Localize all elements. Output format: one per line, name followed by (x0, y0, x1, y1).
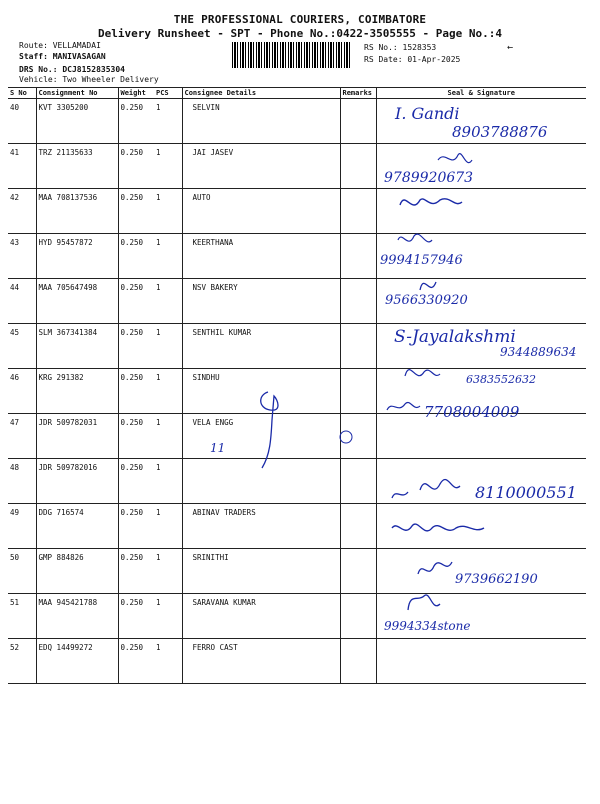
signature-40-phone: 8903788876 (452, 123, 548, 141)
cell-pcs: 1 (154, 459, 182, 504)
col-consignee-header: Consignee Details (182, 88, 340, 99)
cell-consignee: SARAVANA KUMAR (182, 594, 340, 639)
cell-sno: 51 (8, 594, 36, 639)
cell-weight: 0.250 (118, 189, 154, 234)
cell-pcs: 1 (154, 639, 182, 684)
signature-43-scribble (398, 234, 432, 242)
signature-42-scribble (400, 199, 462, 205)
cell-pcs: 1 (154, 549, 182, 594)
cell-weight: 0.250 (118, 324, 154, 369)
cell-consignment: MAA 705647498 (36, 279, 118, 324)
cell-consignment: JDR 509782016 (36, 459, 118, 504)
cell-sno: 52 (8, 639, 36, 684)
cell-consignment: MAA 708137536 (36, 189, 118, 234)
cell-sno: 40 (8, 99, 36, 144)
circle-mark-48 (340, 431, 352, 443)
cell-consignment: JDR 509782031 (36, 414, 118, 459)
col-pcs-header: PCS (154, 88, 182, 99)
cell-consignment: KVT 3305200 (36, 99, 118, 144)
cell-sno: 48 (8, 459, 36, 504)
runsheet-subtitle: Delivery Runsheet - SPT - Phone No.:0422-3505555 - Page No.:4 (98, 27, 502, 40)
col-consignment-header: Consignment No (36, 88, 118, 99)
cell-consignee: VELA ENGG (182, 414, 340, 459)
signature-49-scribble (392, 480, 460, 498)
cell-consignment: DDG 716574 (36, 504, 118, 549)
cell-sno: 49 (8, 504, 36, 549)
cell-consignment: EDQ 14499272 (36, 639, 118, 684)
cell-sno: 45 (8, 324, 36, 369)
col-seal-header: Seal & Signature (376, 88, 586, 99)
col-weight-header: Weight (118, 88, 154, 99)
cell-weight: 0.250 (118, 144, 154, 189)
cell-weight: 0.250 (118, 99, 154, 144)
cell-consignment: MAA 945421788 (36, 594, 118, 639)
cell-consignment: GMP 884826 (36, 549, 118, 594)
signature-40-name: I. Gandi (395, 104, 460, 123)
cell-sno: 50 (8, 549, 36, 594)
cell-consignee: SINDHU (182, 369, 340, 414)
signature-49-phone: 8110000551 (475, 483, 577, 502)
cell-sno: 42 (8, 189, 36, 234)
cell-pcs: 1 (154, 189, 182, 234)
cell-pcs: 1 (154, 234, 182, 279)
signature-51-scribble (418, 562, 452, 574)
cell-pcs: 1 (154, 504, 182, 549)
cell-consignee: SENTHIL KUMAR (182, 324, 340, 369)
cell-sno: 47 (8, 414, 36, 459)
col-sno-header: S No (8, 88, 36, 99)
signature-41-scribble (438, 154, 472, 163)
staff-label: Staff: MANIVASAGAN (19, 52, 106, 61)
cell-weight: 0.250 (118, 279, 154, 324)
cell-sno: 46 (8, 369, 36, 414)
vehicle-label: Vehicle: Two Wheeler Delivery (19, 75, 159, 84)
cell-consignment: KRG 291382 (36, 369, 118, 414)
cell-consignee: NSV BAKERY (182, 279, 340, 324)
cell-consignment: TRZ 21135633 (36, 144, 118, 189)
signature-44-phone: 9566330920 (385, 293, 468, 308)
signature-47-scribble (387, 402, 420, 410)
cell-consignee: KEERTHANA (182, 234, 340, 279)
cell-pcs: 1 (154, 99, 182, 144)
drs-number: DRS No.: DCJ8152835304 (19, 65, 125, 74)
signature-44-scribble (420, 282, 436, 290)
cell-consignee: SRINITHI (182, 549, 340, 594)
cell-pcs: 1 (154, 414, 182, 459)
corner-arrow-mark: ← (507, 42, 514, 53)
signature-52-phone: 9994334stone (384, 619, 471, 633)
signature-46-scribble (405, 370, 440, 376)
signature-51-phone: 9739662190 (455, 572, 538, 587)
col-remarks-header: Remarks (340, 88, 376, 99)
signature-52-scribble (408, 595, 440, 610)
cell-pcs: 1 (154, 279, 182, 324)
cell-weight: 0.250 (118, 414, 154, 459)
cell-weight: 0.250 (118, 369, 154, 414)
cell-consignee: SELVIN (182, 99, 340, 144)
signature-48-mark: 11 (210, 441, 226, 455)
cell-consignment: HYD 95457872 (36, 234, 118, 279)
cell-consignee: AUTO (182, 189, 340, 234)
signature-41-phone: 9789920673 (384, 170, 474, 186)
cell-consignee: FERRO CAST (182, 639, 340, 684)
pen-mark-48 (261, 392, 278, 468)
signature-50-scribble (392, 524, 484, 531)
cell-pcs: 1 (154, 144, 182, 189)
cell-sno: 44 (8, 279, 36, 324)
signature-47-phone: 7708004009 (424, 403, 520, 421)
page-title: THE PROFESSIONAL COURIERS, COIMBATORE (173, 13, 427, 26)
cell-weight: 0.250 (118, 639, 154, 684)
route-label: Route: VELLAMADAI (19, 41, 101, 50)
cell-pcs: 1 (154, 594, 182, 639)
cell-consignee: ABINAV TRADERS (182, 504, 340, 549)
cell-consignment: SLM 367341384 (36, 324, 118, 369)
rs-number: RS No.: 1528353 (364, 43, 437, 52)
cell-weight: 0.250 (118, 504, 154, 549)
cell-weight: 0.250 (118, 549, 154, 594)
cell-sno: 43 (8, 234, 36, 279)
cell-sno: 41 (8, 144, 36, 189)
signature-45-phone: 9344889634 (500, 345, 577, 359)
signature-46-phone: 6383552632 (466, 373, 536, 386)
cell-weight: 0.250 (118, 234, 154, 279)
cell-pcs: 1 (154, 324, 182, 369)
cell-weight: 0.250 (118, 459, 154, 504)
cell-weight: 0.250 (118, 594, 154, 639)
cell-pcs: 1 (154, 369, 182, 414)
signature-45-name: S-Jayalakshmi (394, 327, 516, 347)
cell-consignee: JAI JASEV (182, 144, 340, 189)
signature-43-phone: 9994157946 (380, 253, 463, 268)
rs-date: RS Date: 01-Apr-2025 (364, 55, 461, 64)
